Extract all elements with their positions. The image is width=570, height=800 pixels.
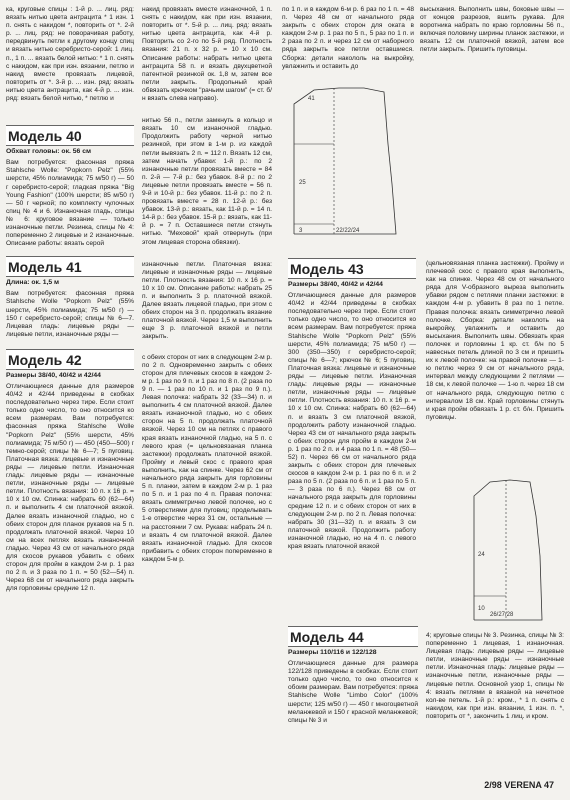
- pattern-diagram-model-42: [470, 476, 562, 626]
- model-42-title: Модель 42: [6, 349, 134, 370]
- col3-top-text: по 1 п. и в каждом 6-м р. 6 раз по 1 п. = 48 п. Через 48 см от начального ряда закрыть с обеих сторон для оката в каждом 2-м р. 1 раз по 5 п., 5 раз по 1 п. и 2 раза по 2 п. и через 12 см от наборного ряда закрыть все петли оставшиеся. Сборка: детали накололь на выкройку, увлажнить и оставить до: [282, 6, 414, 70]
- pattern-42-label-1: 24: [478, 552, 485, 558]
- model-44-size: Размеры 110/116 и 122/128: [288, 649, 377, 656]
- model-43-title: Модель 43: [288, 258, 416, 279]
- model-41-title: Модель 41: [6, 256, 134, 277]
- col2-top-text: накид провязать вместе изнаночной, 1 п. снять с накидом, как при изн. вязании, повторить от *. 5-й р. ... лиц. ряд: вязать нитью цвета антрацита, как 4-й р. Повторить со 2-го по 5-й ряд. Плотность вязания: 21 п. х 32 р. = 10 х 10 см. Описание работы: набрать нитью цвета антрацита 58 п. и вязать двухцветной патентной резинкой ок. 1,8 м, затем все петли закрыть. Продольный край обвязать крючком "рачьим шагом" (= ст. б/н вязать слева направо).: [142, 6, 272, 103]
- model-42-size: Размеры 38/40, 40/42 и 42/44: [6, 371, 101, 379]
- model-41-text: Вам потребуется: фасонная пряжа Stahlsche Wolle "Popkorn Pelz" (55% шерсти, 45% полиамида; 75 м/50 г) — 150 г серебристо-серой; спицы № 6—7. Лицевая гладь: лицевые ряды — лицевые петли, изнаночные ряды —: [6, 290, 134, 338]
- model-44-title: Модель 44: [288, 626, 418, 647]
- column-4: [420, 6, 564, 258]
- pattern-43-label-1: 41: [308, 96, 315, 102]
- model-42-text: Отличающиеся данные для размеров 40/42 и 42/44 приведены в скобках последовательно через тире. Если стоит только одно число, то оно относится ко всем размерам. Вам потребуется: фасонная пряжа Stahlsche Wolle "Popkorn Pelz" (55% шерсти, 45% полиамида; 75 м/50 г) — 450 (450—500) г темно-серой; спицы № 6—7; 5 пуговиц. Платочная вязка: лицевые и изнаночные ряды — лицевые петли. Изнаночная гладь: лицевые ряды — изнаночные петли, изнаночные ряды — лицевые петли. Плотность вязания: 10 п. х 16 р. = 10 х 10 см. Спинка: набрать 60 (62—64) п. и выполнить 4 см платочной вязкой. Далее вязать изнаночной гладью, но с обеих сторон для планок рукавов на 5 п. продолжать платочной вязкой. Через 10 см на всех петлях вязать изнаночной гладью. Через 43 см от начального ряда для скосов рукавов убавить с обеих сторон для пройм в каждом 2-м р. 1 раз по 2 п. и 3 раза по 1 п. = 50 (52—54) п. Через 68 см от начального ряда закрыть для горловины средние 12 п.: [6, 383, 134, 593]
- model-40-title: Модель 40: [6, 125, 134, 146]
- pattern-43-label-4: 22/22/24: [336, 228, 360, 234]
- pattern-diagram-model-43: [284, 84, 424, 244]
- col2-model41-text: изнаночные петли. Платочная вязка: лицевые и изнаночные ряды — лицевые петли. Плотность вязания: 10 п. х 16 р. = 10 х 10 см. Описание работы: набрать 25 п. и выполнить 3 р. платочной вязкой. Далее вязать лицевой гладью, при этом с обеих сторон на 3 п. продолжать вязание платочной вязкой. Через 1,5 м выполнить еще 3 р. платочной вязкой и петли закрыть.: [142, 260, 272, 341]
- col1-top-text: ка, круговые спицы : 1-й р. ... лиц. ряд: вязать нитью цвета антрацита * 1 изн. 1 п. снять с накидом *, повторить от *. 2-й р. ... лиц. ряд: не поворачивая работу, передвинуть петли к другому концу спиц и вязать нитью серебристо-серой: 1 лиц. п., 1 п. ... вязать белой нитью: * 1 п. снять с накидом, как при изн. вязании, петлю и накид вместе провязать лицевой, повторить от *. 3-й р. ... изн. ряд: вязать нитью цвета антрацита, как 4-й р. ... изн. ряд: вязать белой нитью, * петлю и: [6, 6, 134, 103]
- model-44-text: Отличающиеся данные для размера 122/128 приведены в скобках. Если стоит только одно число, то оно относится к обоим размерам. Вам потребуется: пряжа Stahlsche Wolle "Limbo Color" (100% шерсти; 125 м/50 г) — 450 г многоцветной меланжевой и 150 г красной меланжевой; спицы № 3 и: [288, 660, 418, 724]
- col2-model42-text: с обеих сторон от них в следующем 2-м р. по 2 п. Одновременно закрыть с обеих сторон для плечевых скосов в каждом 2-м р. 1 раз по 9 п. и 1 раз по 8 п. (2 раза по 9 п. — 1 раз по 10 п. и 1 раз по 9 п.). Левая полочка: набрать 32 (33—34) п. и выполнить 4 см платочной вязкой. Далее вязать изнаночной гладью, но с обеих сторон на 5 п. продолжать платочной вязкой. Через 10 см на петлях с правого края вязать изнаночной гладью, на 5 п. с левого края (= цельновязаная планка застежки) продолжать платочной вязкой. Пройму и левый скос с правого края выполнить, как на спинке. Через 62 см от начального ряда закрыть для горловины 5 п. планки, затем в каждом 2-м р. 1 раз по 5 п. и 1 раз по 4 п. Правая полочка: вязать симметрично левой полочке, но с 5 отверстиями для пуговиц; проделывать 1-е отверстие через 31 см, остальные — на расстоянии 7 см. Рукава: набрать 24 п. и вязать 4 см платочной вязкой. Далее вязать изнаночной гладью. Для скосов прибавить с обеих сторон попеременно в каждом 5-м р.: [142, 353, 272, 563]
- column-2: [142, 6, 272, 792]
- pattern-42-label-2: 10: [478, 606, 485, 612]
- column-4-cont: [426, 260, 564, 472]
- col4-top-text: высыхания. Выполнить швы, боковые швы — от концов разрезов, вшить рукава. Для воротника набрать по краю горловины 56 п., включая половину ширины планок застежки, и вязать 12 см платочной вязкой, затем все петли закрыть. Пришить пуговицы.: [420, 6, 564, 54]
- model-40-text: Вам потребуется: фасонная пряжа Stahlsche Wolle: "Popkorn Pelz" (55% шерсти, 45% полиамида; 75 м/50 г) — 50 г серебристо-серой; гладкая пряжа "Big Young Fashion" (100% шерсти; 85 м/50 г) — 50 г черной; по комплекту чулочных спиц № 4 и 6. Изнаночная гладь, спицы № 6: круговое вязание — только изнаночные петли. Резинка, спицы № 4: попеременно 2 лицевые и 2 изнаночные. Описание работы: вязать серой: [6, 159, 134, 248]
- pattern-42-label-3: 26/27/28: [490, 612, 514, 618]
- pattern-43-label-3: 3: [299, 228, 303, 234]
- model-43-text: Отличающиеся данные для размеров 40/42 и 42/44 приведены в скобках последовательно через тире. Если стоит только одно число, то оно относится ко всем размерам. Вам потребуется: пряжа Stahlsche Wolle "Popkorn Pelz" (55% шерсти, 45% полиамида; 75 м/50 г) — 300 (350—350) г серебристо-серой; спицы № 6—7; крючок № 6; 5 пуговиц. Платочная вязка: лицевые и изнаночные ряды — лицевые петли. Изнаночная гладь: лицевые ряды — изнаночные петли, изнаночные ряды — лицевые петли. Плотность вязания: 10 п. х 16 р. = 10 х 10 см. Спинка: набрать 60 (62—64) п. и вязать 3 см платочной вязкой, продолжить работу изнаночной гладью. Через 43 см от начального ряда закрыть с обеих сторон для пройм в каждом 2-м р. 1 раз по 2 п. и 4 раза по 1 п. = 48 (50—52) п. Через 66 см от начального ряда закрыть с обеих сторон для плечевых скосов в каждом 2-м р. 1 раз по 6 п. и 2 раза по 5 п. (2 раза по 6 п. и 1 раз по 5 п. — 3 раза по 6 п.). Через 68 см от начального ряда закрыть для горловины средние 12 п. и с обеих сторон от них в следующем 2-м р. по 2 п. Левая полочка: набрать 30 (31—32) п. и вязать 3 см платочной вязкой. Продолжить работу изнаночной гладью, но на 4 п. с левого края вязать платочной вязкой: [288, 292, 416, 550]
- column-1: [6, 6, 134, 792]
- col2-model40-text: нитью 56 п., петли замкнуть в кольцо и вязать 10 см изнаночной гладью. Продолжить работу черной нитью резинкой, при этом в 1-м р. из каждой петли вывязать 2 п. = 112 п. Вязать 12 см, затем начать убавки: 1-й р.: по 2 изнаночные петли провязать вместе = 84 п. 2-й — 7-й р.: без убавок. 8-й р.: по 2 лицевые петли провязать вместе = 56 п. 9-й и 10-й р.: без убавок. 11-й р.: по 2 п. провязать вместе = 28 п. 12-й р.: без убавок. 13-й р.: вязать, как 11-й р. = 14 п. 14-й р.: без убавок. 15-й р.: вязать, как 11-й р. = 7 п. Оставшиеся петли стянуть нитью. "Меховой" край отвернуть (при этом лицевая сторона обвязки).: [142, 117, 272, 246]
- pattern-43-label-2: 25: [299, 180, 306, 186]
- model-41-size: Длина: ок. 1,5 м: [6, 279, 60, 287]
- col4-bottom-text: 4; круговые спицы № 3. Резинка, спицы № 3: попеременно 1 лицевая, 1 изнаночная. Лицевая гладь: лицевые ряды — лицевые петли, изнаночные ряды — изнаночные петли. Изнаночная гладь: лицевые ряды — изнаночные петли, изнаночные ряды — лицевые петли. Основной узор 1, спицы № 4: вязать петлями в вязаной на нечетное кол-ве петель. 1-й р.: кром., * 1 п. снять с накидом, как при изн. вязании, 1 изн. п. *, повторить от *, закончить 1 лиц. и кром.: [426, 632, 564, 720]
- model-44-block: [288, 626, 418, 786]
- model-43-block: [288, 258, 416, 618]
- column-4-bottom: [426, 632, 564, 772]
- model-40-size: Обхват головы: ок. 56 см: [6, 148, 92, 156]
- page-footer: 2/98 VERENA 47: [484, 780, 554, 790]
- col4-mid-text: (цельновязаная планка застежки). Пройму и плечевой скос с правого края выполнить, как на спинке. Через 48 см от начального ряда для V-образного выреза выполнить убавки рядом с петлями планки застежки: в каждом 4-м р. убавить 8 раз по 1 петле. Правая полочка: вязать симметрично левой полочке. Сборка: детали наколоть на выкройку, увлажнить и оставить до высыхания. Выполнить швы. Обвязать края полочек и горловины 1 кр. ст. б/н по 5 навесных петель длиной по 3 см и пришить их к левой полочке: на правой полочке — 1-ю петлю через 9 см от начального ряда, интервал между следующими 2 петлями — 18 см, к левой полочке — 1-ю п. через 18 см от начального ряда, следующую петлю с интервалом 18 см. Край горловины стянуть и края пройм обвязать 1 р. ст. б/н. Пришить пуговицы.: [426, 260, 564, 421]
- model-43-size: Размеры 38/40, 40/42 и 42/44: [288, 281, 383, 288]
